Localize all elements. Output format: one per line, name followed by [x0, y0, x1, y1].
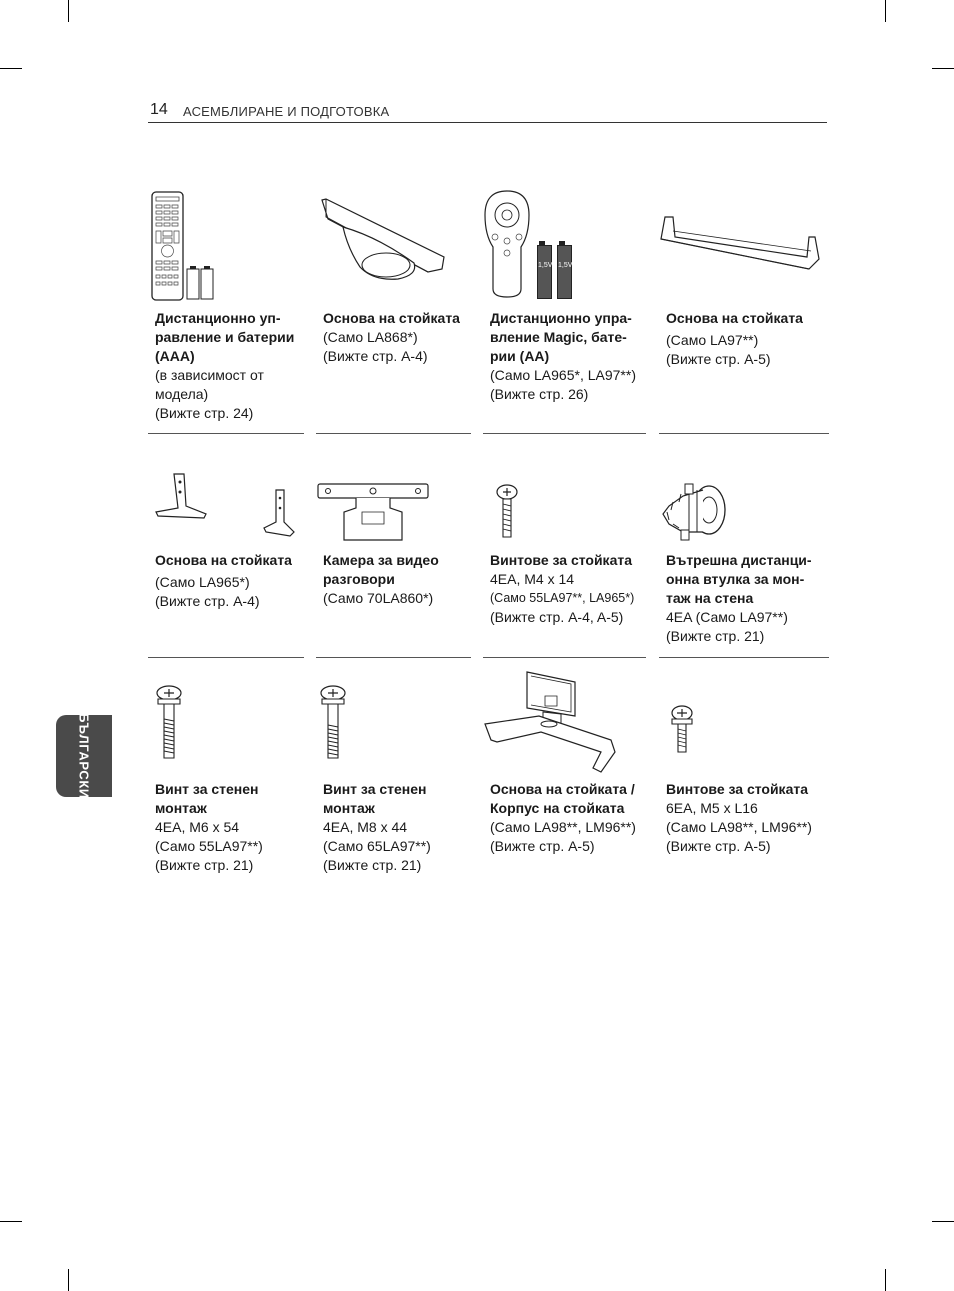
- page-header: [148, 100, 827, 123]
- aaa-battery-icon: [187, 266, 213, 299]
- accessory-wall-spacer: [659, 460, 829, 658]
- divider: [316, 433, 471, 434]
- accessory-stand-legs-la965: [148, 460, 304, 658]
- accessory-wall-screw-m6: [148, 675, 304, 875]
- crop-mark: [0, 1221, 22, 1222]
- stand-base-bar-icon: [659, 213, 823, 273]
- accessory-remote-aaa: [148, 185, 304, 434]
- crop-mark: [885, 1269, 886, 1291]
- accessory-wall-screw-m8: [316, 675, 471, 875]
- divider: [659, 433, 829, 434]
- item-caption: Винт за стенен монтаж 4EA, M6 x 54 (Само 55LA97**) (Вижте стр. 21): [155, 781, 263, 873]
- accessory-stand-base-body: [483, 668, 646, 875]
- language-tab: [56, 715, 112, 797]
- item-caption: Вътрешна дистанци- онна втулка за мон- таж на стена 4EA (Само LA97**) (Вижте стр. 21): [666, 552, 812, 644]
- screw-icon: [495, 484, 519, 540]
- screw-icon: [669, 705, 695, 755]
- crop-mark: [885, 0, 886, 22]
- item-caption: Винтове за стойката 6EA, M5 x L16 (Само LA98**, LM96**) (Вижте стр. A-5): [666, 781, 812, 854]
- remote-control-icon: [150, 191, 220, 303]
- crop-mark: [68, 0, 69, 22]
- divider: [148, 433, 304, 434]
- accessory-stand-base-la97: [659, 185, 829, 434]
- spacer-icon: [659, 480, 729, 546]
- item-caption: Дистанционно упра- вление Magic, бате- рии (AA) (Само LA965*, LA97**) (Вижте стр. 26): [490, 310, 636, 402]
- wall-screw-icon: [154, 685, 184, 761]
- wall-screw-icon: [318, 685, 348, 761]
- page-number: 14: [150, 101, 168, 118]
- divider: [483, 433, 646, 434]
- crop-mark: [932, 1221, 954, 1222]
- accessory-stand-base-la868: [316, 185, 471, 434]
- accessory-stand-screws-m5: [659, 675, 829, 875]
- item-caption: Основа на стойката (Само LA965*) (Вижте стр. A-4): [155, 552, 292, 609]
- divider: [316, 657, 471, 658]
- language-tab-label: БЪЛГАРСКИ: [76, 713, 92, 799]
- accessory-magic-remote-aa: [483, 185, 646, 434]
- item-caption: Камера за видео разговори (Само 70LA860*): [323, 552, 439, 606]
- stand-body-icon: [483, 668, 619, 774]
- item-caption: Основа на стойката (Само LA868*) (Вижте стр. A-4): [323, 310, 460, 364]
- divider: [148, 657, 304, 658]
- camera-icon: [316, 482, 432, 544]
- crop-mark: [932, 68, 954, 69]
- stand-base-icon: [318, 197, 448, 287]
- accessory-stand-screws-m4: [483, 460, 646, 658]
- divider: [483, 657, 646, 658]
- item-caption: Винтове за стойката 4EA, M4 x 14 (Само 55LA97**, LA965*) (Вижте стр. A-4, A-5): [490, 552, 635, 625]
- item-caption: Винт за стенен монтаж 4EA, M8 x 44 (Само 65LA97**) (Вижте стр. 21): [323, 781, 431, 873]
- item-caption: Дистанционно уп- равление и батерии (AAA) (в зависимост от модела) (Вижте стр. 24): [155, 310, 295, 421]
- section-title: АСЕМБЛИРАНЕ И ПОДГОТОВКА: [183, 104, 390, 119]
- crop-mark: [68, 1269, 69, 1291]
- item-caption: Основа на стойката / Корпус на стойката (Само LA98**, LM96**) (Вижте стр. A-5): [490, 781, 636, 854]
- accessory-video-camera: [316, 460, 471, 658]
- aa-battery-icon: 1,5V 1,5V: [537, 241, 577, 299]
- stand-leg-icon: [154, 470, 294, 540]
- crop-mark: [0, 68, 22, 69]
- item-caption: Основа на стойката (Само LA97**) (Вижте стр. A-5): [666, 310, 803, 367]
- divider: [659, 657, 829, 658]
